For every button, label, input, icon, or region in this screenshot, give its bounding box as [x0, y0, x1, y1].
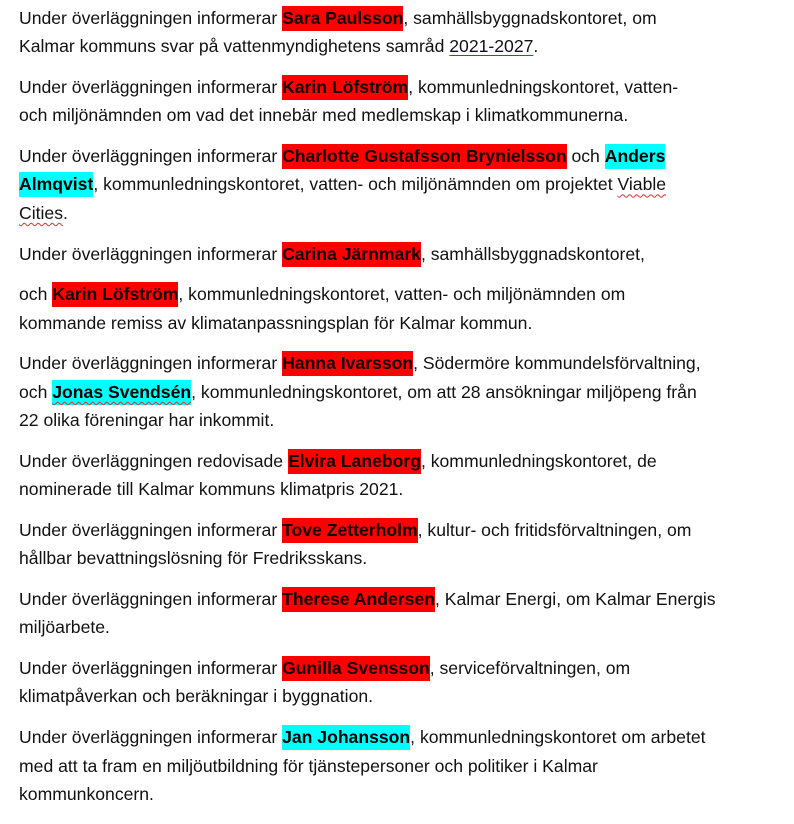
highlighted-name-red: Karin Löfström	[52, 282, 178, 307]
highlighted-name-cyan: Almqvist	[19, 172, 93, 197]
text-line	[19, 780, 779, 808]
text-run: Under överläggningen informerar	[19, 77, 283, 98]
text-run: och miljönämnden om vad det innebär med medlemskap i klimatkommunerna.	[19, 105, 629, 126]
paragraph[interactable]	[19, 4, 779, 61]
text-run: , Kalmar Energi, om Kalmar Energis	[434, 589, 716, 610]
text-run: , kommunledningskontoret, vatten-	[408, 77, 679, 98]
highlighted-name-red: Karin Löfström	[282, 75, 408, 100]
paragraph[interactable]	[19, 654, 779, 711]
text-line	[19, 240, 779, 268]
text-line	[19, 199, 779, 227]
highlighted-name-cyan: Jan Johansson	[282, 725, 410, 750]
spellcheck-flagged-word: Cities	[19, 202, 63, 223]
text-run: , kommunledningskontoret, vatten- och miljönämnden om	[178, 284, 626, 305]
text-run: , samhällsbyggnadskontoret, om	[403, 8, 657, 28]
text-run: , samhällsbyggnadskontoret,	[420, 243, 645, 264]
text-line	[19, 280, 779, 308]
paragraph[interactable]	[19, 447, 779, 504]
text-line	[19, 544, 779, 572]
text-line	[19, 349, 779, 377]
text-run: , kommunledningskontoret, vatten- och miljönämnden om projektet	[93, 174, 618, 195]
text-line	[19, 170, 779, 198]
text-line	[19, 142, 779, 170]
highlighted-name-red: Therese Andersen	[282, 587, 435, 612]
text-run: Kalmar kommuns svar på vattenmyndighetens samråd	[19, 36, 450, 57]
text-run: .	[533, 36, 539, 57]
text-line	[19, 73, 779, 101]
text-run: klimatpåverkan och beräkningar i byggnation.	[19, 686, 374, 707]
text-run: och	[566, 146, 605, 167]
text-run: och	[19, 284, 53, 305]
text-line	[19, 309, 779, 337]
text-run: , kommunledningskontoret om arbetet	[410, 727, 706, 748]
paragraph[interactable]	[19, 516, 779, 573]
text-run: Under överläggningen informerar	[19, 243, 283, 264]
text-line	[19, 101, 779, 129]
paragraph[interactable]	[19, 142, 779, 227]
text-line	[19, 32, 779, 60]
text-run: , kultur- och fritidsförvaltningen, om	[417, 519, 692, 540]
text-run: 22 olika föreningar har inkommit.	[19, 410, 275, 431]
spellcheck-flagged-word: Viable	[617, 174, 667, 195]
highlighted-name-red: Sara Paulsson	[282, 6, 403, 31]
text-run: Under överläggningen informerar	[19, 353, 283, 374]
text-line	[19, 475, 779, 503]
paragraph[interactable]	[19, 73, 779, 130]
text-run: hållbar bevattningslösning för Fredriksskans.	[19, 548, 368, 569]
paragraph[interactable]	[19, 280, 779, 337]
text-run: nominerade till Kalmar kommuns klimatpris 2021.	[19, 479, 404, 500]
text-line	[19, 378, 779, 406]
text-run: , Södermöre kommundelsförvaltning,	[413, 353, 701, 374]
highlighted-name-red: Tove Zetterholm	[282, 518, 418, 543]
text-run: kommunkoncern.	[19, 783, 154, 804]
highlighted-name-cyan: Jonas Svendsén	[52, 380, 191, 405]
text-line	[19, 682, 779, 710]
text-run: Under överläggningen informerar	[19, 146, 283, 167]
text-line	[19, 654, 779, 682]
text-run: Under överläggningen informerar	[19, 8, 283, 28]
text-line	[19, 585, 779, 613]
highlighted-name-cyan: Anders	[605, 144, 666, 169]
text-line	[19, 516, 779, 544]
text-run: , kommunledningskontoret, de	[420, 450, 657, 471]
highlighted-name-red: Carina Järnmark	[282, 242, 421, 267]
paragraph[interactable]	[19, 349, 779, 434]
text-run: Under överläggningen redovisade	[19, 450, 288, 471]
text-line	[19, 4, 779, 32]
text-run: och	[19, 381, 53, 402]
text-run: Under överläggningen informerar	[19, 727, 283, 748]
text-line	[19, 613, 779, 641]
text-run: .	[63, 202, 68, 223]
paragraph[interactable]	[19, 240, 779, 268]
text-run: kommande remiss av klimatanpassningsplan för Kalmar kommun.	[19, 312, 533, 333]
paragraph[interactable]	[19, 723, 779, 808]
text-run: Under överläggningen informerar	[19, 519, 283, 540]
text-run: med att ta fram en miljöutbildning för tjänstepersoner och politiker i Kalmar	[19, 755, 598, 776]
text-run: Under överläggningen informerar	[19, 589, 283, 610]
text-line	[19, 406, 779, 434]
paragraph[interactable]	[19, 585, 779, 642]
text-run: Under överläggningen informerar	[19, 658, 283, 679]
highlighted-name-red: Hanna Ivarsson	[282, 351, 413, 376]
text-run: , kommunledningskontoret, om att 28 ansökningar miljöpeng från	[191, 381, 697, 402]
text-line	[19, 752, 779, 780]
text-run: , serviceförvaltningen, om	[429, 658, 631, 679]
highlighted-name-red: Elvira Laneborg	[288, 449, 421, 474]
link-text[interactable]: 2021-2027	[449, 36, 534, 57]
text-line	[19, 447, 779, 475]
document-body[interactable]	[19, 4, 779, 821]
text-line	[19, 723, 779, 751]
highlighted-name-red: Charlotte Gustafsson Brynielsson	[282, 144, 567, 169]
highlighted-name-red: Gunilla Svensson	[282, 656, 430, 681]
text-run: miljöarbete.	[19, 617, 110, 638]
